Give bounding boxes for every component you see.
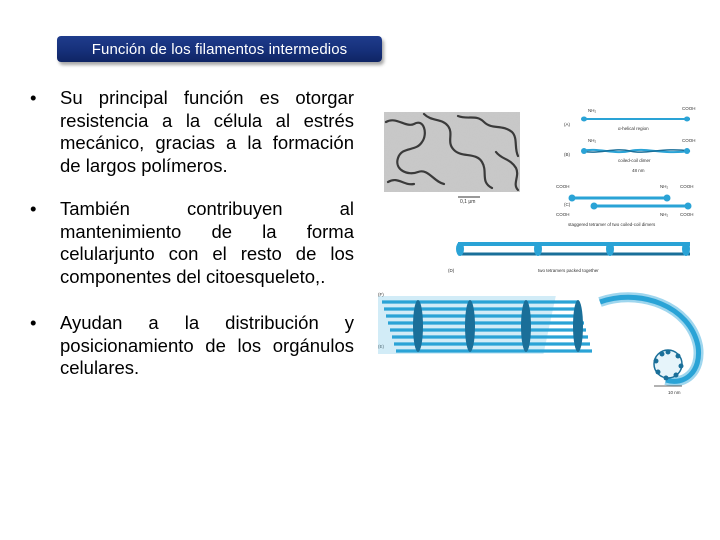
bullet-marker: •: [30, 312, 37, 333]
bullet-item: [30, 87, 354, 177]
bullet-marker: •: [30, 87, 37, 108]
label-cooh-c3: COOH: [680, 184, 694, 189]
slide-title: Función de los filamentos intermedios: [57, 36, 382, 62]
label-c: (C): [564, 202, 571, 207]
label-cooh-a: COOH: [682, 106, 696, 111]
label-cooh-b: COOH: [682, 138, 696, 143]
label-b: (B): [564, 152, 570, 157]
bullet-marker: •: [30, 198, 37, 219]
label-cooh-c1: COOH: [556, 184, 570, 189]
bullet-item: [30, 198, 354, 288]
label-two-tetramers: two tetramers packed together: [538, 268, 599, 273]
filament-assembly-diagram: [378, 88, 708, 398]
label-nh2-c1: NH₂: [660, 184, 669, 189]
bullet-item: [30, 312, 354, 380]
bullet-text: Ayudan a la distribución y posicionamiento de los orgánulos celulares.: [60, 312, 354, 378]
label-coiled-coil-dimer: coiled-coil dimer: [618, 158, 651, 163]
label-d: (D): [448, 268, 455, 273]
label-a: (A): [564, 122, 570, 127]
filament-sheet: [378, 296, 592, 354]
label-f: (F): [378, 292, 384, 297]
scale-bar-label: 0,1 μm: [460, 199, 476, 204]
label-e: (E): [378, 344, 384, 349]
bullet-list: [30, 87, 354, 401]
label-nh2-b: NH₂: [588, 138, 597, 143]
label-cooh-c2: COOH: [556, 212, 570, 217]
filament-rope: [600, 297, 699, 386]
bullet-text: También contribuyen al mantenimiento de la forma celularjunto con el resto de los componentes del citoesqueleto,.: [60, 198, 354, 287]
label-48nm: 48 nm: [632, 168, 645, 173]
label-cooh-c4: COOH: [680, 212, 694, 217]
label-staggered: staggered tetramer of two coiled-coil dimers: [568, 222, 656, 227]
label-10nm: 10 nm: [668, 390, 681, 395]
label-nh2-c2: NH₂: [660, 212, 669, 217]
label-nh2-a: NH₂: [588, 108, 597, 113]
bullet-text: Su principal función es otorgar resistencia a la célula al estrés mecánico, gracias a la formación de largos polímeros.: [60, 87, 354, 176]
label-alpha-helical: α-helical region: [618, 126, 649, 131]
